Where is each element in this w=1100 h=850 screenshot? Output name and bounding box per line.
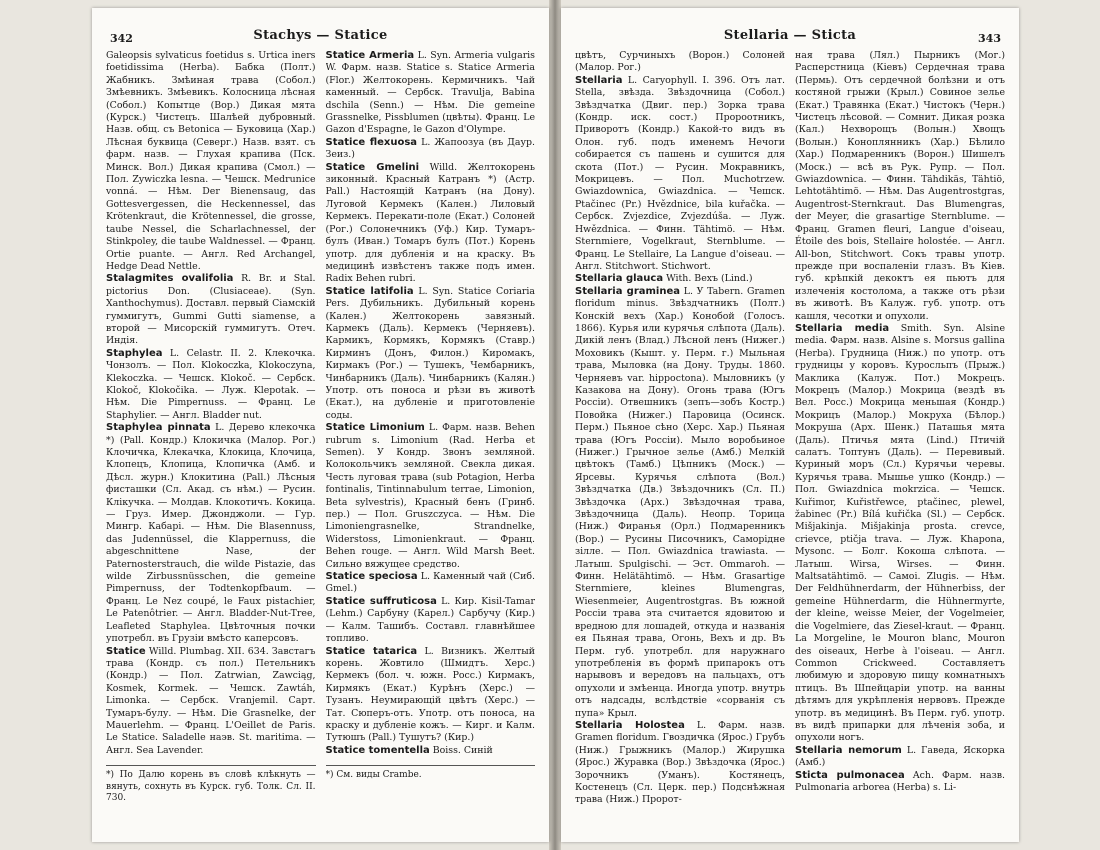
dictionary-entry: [326, 50, 536, 137]
entry-headword: Stellaria media: [795, 322, 890, 334]
entry-text: L. Кир. Kisil-Tamar (Lehm.) Сарбуну (Карел.) Сарбучу (Кир.) — Калм. Ташибъ. Составл. главнѣйшее топливо.: [325, 595, 535, 645]
left-page: [92, 8, 549, 842]
entry-headword: Statice Gmelini: [325, 161, 420, 173]
entry-headword: Stellaria Holostea: [575, 719, 685, 731]
entry-text: With. Вехъ (Lind.): [663, 273, 753, 285]
right-page-columns: [575, 50, 1005, 832]
entry-text: Willd. Желтокорень зиконный. Красный Катранъ *) (Астр. Pall.) Настоящiй Катранъ (на Дону). Луговой Кермекъ (Кален.) Лиловый Кермекъ. Перекати-поле (Екат.) Солоней (Рог.) Солонечникъ (Уф.) Кир. Тумаръ-булъ (Иван.) Томаръ булъ (Пот.) Корень употр. для дубленiя и на краску. Въ медицинѣ извѣстенъ также подъ имен. Radix Behen rubri.: [325, 161, 535, 285]
entry-headword: Statice speciosa: [325, 571, 418, 583]
entry-headword: Statice suffruticosa: [325, 595, 437, 607]
right-page-column-1: [575, 50, 785, 832]
dictionary-entry: [326, 646, 536, 745]
entry-headword: Sticta pulmonacea: [795, 769, 905, 781]
dictionary-entry: [326, 422, 536, 571]
entry-text: L. Жапоозуа (въ Даур. Зеиз.): [325, 136, 535, 161]
entry-headword: Statice tomentella: [325, 744, 430, 756]
entry-headword: Statice tatarica: [325, 645, 418, 657]
left-page-columns: [106, 50, 535, 832]
left-page-header: [110, 28, 531, 46]
right-page-column-2: [795, 50, 1005, 832]
footnote: *) См. виды Crambe.: [326, 765, 536, 782]
entry-headword: Statice flexuosa: [325, 136, 418, 148]
footnote: *) По Далю корень въ словѣ клѣкнуть — вянуть, сохнуть въ Курск. губ. Толк. Сл. II. 730.: [106, 765, 316, 805]
dictionary-entry: [106, 50, 316, 273]
dictionary-entry: [795, 770, 1005, 795]
right-running-head: Stellaria — Sticta: [723, 28, 857, 43]
dictionary-entry: [795, 323, 1005, 745]
dictionary-entry: [795, 745, 1005, 770]
entry-headword: Stellaria glauca: [575, 273, 664, 285]
entry-headword: Stellaria graminea: [575, 285, 681, 297]
left-page-column-1: [106, 50, 316, 832]
entry-text: L. Визникъ. Желтый корень. Жовтило (Шмидтъ. Херс.) Кермекъ (бол. ч. южн. Росс.) Кирмакъ, Кирмякъ (Екат.) Курѣнъ (Херс.) — Тузанъ. Неумирающiй цвѣтъ (Херс.) — Тат. Сюперъ-отъ. Употр. отъ поноса, на краску и дубленiе кожъ. — Кирг. и Калм. Тутюшъ (Pall.) Тушутъ? (Кир.): [325, 645, 535, 744]
entry-headword: Staphylea pinnata: [106, 422, 211, 434]
dictionary-entry: [106, 646, 316, 758]
entry-text: L. Фарм. назв. Behen rubrum s. Limonium (Rad. Herba et Semen). У Кондр. Звонъ земляной. Колокольчикъ земляной. Свекла дикая. Честь луговая трава (sub Potagion, Herba fontinalis, Tintinnabulum terrae, Limonion, Beta sylvestris), Красный бенъ (Гринб. пер.) — Пол. Gruszczyca. — Нѣм. Die Limoniengrasnelke, Strandnelke, Widerstoss, Limonienkraut. — Франц. Behen rouge. — Англ. Wild Marsh Beet. Сильно вяжущее средство.: [325, 422, 535, 570]
dictionary-entry: [106, 422, 316, 645]
dictionary-entry: [326, 137, 536, 162]
entry-text: L. Syn. Armeria vulgaris W. Фарм. назв. Statice s. Statice Armeria (Flor.) Желтокорень. Кермичникъ. Чай каменный. — Сербск. Travulja, Babina dschila (Senn.) — Нѣм. Die gemeine Grassnelke, Pissblumen (цвѣты). Франц. Le Gazon d'Espagne, le Gazon d'Olympe.: [325, 50, 535, 136]
entry-headword: Statice Armeria: [325, 50, 415, 61]
entry-text: Willd. Plumbag. XII. 634. Завстагъ трава (Кондр. съ пол.) Петельникъ (Кондр.) — Пол. Zatrwian, Zawciąg, Kosmek, Kormek. — Чешск. Zawtáh, Limonka. — Сербск. Vranjemil. Сарт. Тумаръ-булу. — Нѣм. Die Grasnelke, der Mauerlehm. — Франц. L'Oeillet de Paris. Le Statice. Saladelle наэв. St. maritima. — Англ. Sea Lavender.: [106, 645, 316, 756]
book-gutter: [549, 0, 561, 850]
entry-text: L. У Tabern. Gramen floridum minus. Звѣздчатникъ (Полт.) Конскiй вехъ (Хар.) Конобой (Голосъ. 1866). Курья или курячья слѣпота (Даль). Дикiй ленъ (Влад.) Лѣсной ленъ (Нижег.) Моховикъ (Кышт. у. Перм. г.) Мыльная трава, Мыловка (на Дону. Труды. 1860. Черняевъ var. hippoctona). Мыловникъ (у Казакова на Дону). Огонь трава (Югъ Россiи). Отвешникъ (зепъ—зобъ Костр.) Повойка (Нижег.) Паровица (Осинск. Перм.) Пьяное сѣно (Херс. Хар.) Пьяная трава (Югъ Россiи). Мыло воробьиное (Нижег.) Грычное зелье (Амб.) Мелкiй цвѣтокъ (Тамб.) Цѣпникъ (Моск.) — Ярсевы. Курячья слѣпота (Вол.) Звѣздчатка (Дв.) Звѣздочникъ (Сл. П.) Звѣздочка (Арх.) Звѣздочная трава, Звѣздочница (Даль). Неопр. Торица (Ниж.) Фиранья (Орл.) Подмаренникъ (Вор.) — Русины Писочникъ, Саморiдне зiлле. — Пол. Gwiazdnica trawiasta. — Латыш. Spulgischi. — Эст. Ommaroh. — Финн. Helätähtimö. — Нѣм. Grasartige Sternmiere, kleines Blumengras, Wiesenmeier, Augentrostgras. Въ южной Россiи трава эта считается ядовитою и вредною для лошадей, откуда и названiя ея Пьяная трава, Огонь, Вехъ и др. Въ Перм. губ. употребл. для наружнаго употребленiя въ формѣ припарокъ отъ нарывовъ и вередовъ на пальцахъ, отъ опухоли и змѣенца. Иногда употр. внутрь отъ надсады, вслѣдствiе «сорванiя съ пупа» Крыл.: [575, 285, 785, 719]
dictionary-entry: [106, 348, 316, 422]
entry-text: R. Br. и Stal. pictorius Don. (Clusiaceae). (Syn. Xanthochymus). Доставл. первый Сiамскiй гуммигутъ, Gummi Gutti siamense, а второй — Мисорскiй гуммигутъ. Отеч. Индiя.: [106, 273, 316, 347]
entry-text: L. Фарм. назв. Gramen floridum. Гвоздичка (Ярос.) Грубъ (Ниж.) Грыжникъ (Малор.) Жирушка (Ярос.) Журавка (Вор.) Звѣздочка (Ярос.) Зорочникъ (Уманъ). Костянецъ, Костенецъ (Сл. Церк. пер.) Подснѣжная трава (Ниж.) Пророт-: [575, 719, 785, 806]
entry-text: L. Гаведа, Яскорка (Амб.): [795, 744, 1005, 769]
dictionary-entry: [106, 273, 316, 347]
left-page-column-2: [326, 50, 536, 832]
entry-headword: Stellaria nemorum: [795, 744, 902, 756]
dictionary-entry: [575, 50, 785, 75]
entry-headword: Statice Limonium: [325, 422, 425, 434]
entry-text: L. Дерево клекочка *) (Pall. Кондр.) Клокичка (Малор. Рог.) Клочичка, Клекачка, Клокица, Клочица, Клопецъ, Клопица, Клопичка (Амб. и Дѣсл. журн.) Клокитина (Pall.) Лѣсныя фисташки (Сл. Акад. съ нѣм.) — Русин. Клiкучка. — Молдав. Клокотичъ. Кокица. — Груз. Имер. Джонджоли. — Гур. Мингр. Кабарi. — Нѣм. Die Blasennuss, das Judennüssel, die Klappernuss, die abgeschnittene Nase, der Paternosterstrauch, die wilde Pistazie, das wilde Zirbussnüsschen, die gemeine Pimpernuss, der Todtenkopfbaum. — Франц. Le Nez coupé, le Faux pistachier, Le Patenôtrier. — Англ. Bladder-Nut-Tree, Leafleted Staphylea. Цвѣточныя почки употребл. въ Грузiи вмѣсто каперсовъ.: [106, 422, 316, 645]
entry-text: ная трава (Лял.) Пырникъ (Мог.) Расперстница (Кiевъ) Сердечная трава (Пермь). Отъ сердечной болѣзни и отъ костяной грыжи (Крыл.) Совиное зелье (Екат.) Травянка (Екат.) Чистокъ (Черн.) Чистецъ лѣсовой. — Сомнит. Дикая розка (Кал.) Нехворощъ (Волын.) Хвощъ (Волын.) Коноплянникъ (Хар.) Бѣлило (Хар.) Подмаренникъ (Ворон.) Шишелъ (Моск.) — всѣ въ Рук. Рупр. — Пол. Gwiazdownica. — Финн. Tähdikäs, Tähtiö, Lehtotähtimö. — Нѣм. Das Augentrostgras, Augentrost-Sternkraut. Das Blumengras, der Meyer, die grasartige Sternblume. — Франц. Gramen fleuri, Langue d'oiseau, Étoile des bois, Stellaire holostée. — Англ. All-bon, Stitchwort. Сокъ травы употр. прежде при воспаленiи глазъ. Въ Кiев. губ. крѣпкiй декоктъ ея пьютъ для излеченiя костолома, а также отъ рѣзи въ животѣ. Въ Калуж. губ. употр. отъ кашля, чесотки и опухоли.: [795, 50, 1005, 322]
dictionary-entry: [326, 571, 536, 596]
dictionary-entry: [326, 286, 536, 422]
dictionary-entry: [795, 50, 1005, 323]
entry-headword: Statice latifolia: [325, 285, 414, 297]
dictionary-entry: [326, 596, 536, 646]
right-page-header: [579, 28, 1001, 46]
dictionary-entry: [575, 286, 785, 720]
entry-text: Galeopsis sylvaticus foetidus s. Urtica iners foetidissima (Herba). Бабка (Полт.) Жабникъ. Змѣиная трава (Собол.) Змѣевникъ. Змѣевикъ. Колосница лѣсная (Собол.) Копытце (Вор.) Дикая мята (Курск.) Чистецъ. Шалѣей дубровный. Назв. общ. съ Betonica — Буковица (Хар.) Лѣсная буквица (Северг.) Назв. взят. съ фарм. назв. — Глухая крапива (Пск. Минск. Вол.) Дикая крапива (Смол.) — Пол. Zywiczka lesna. — Чешск. Medrunice vonná. — Нѣм. Der Bienensaug, das Gottesvergessen, die Heckennessel, das Krötenkraut, die Krötennessel, die grosse, taube Nessel, die Scharlachnessel, der Stinkpoley, die taube Waldnessel. — Франц. Ortie puante. — Англ. Red Archangel, Hedge Dead Nettle.: [106, 50, 316, 272]
entry-text: Smith. Syn. Alsine media. Фарм. назв. Alsine s. Morsus gallina (Herba). Грудница (Ниж.) по употр. отъ грудницы у коровъ. Куросльпъ (Прыж.) Маклика (Калуж. Пот.) Мокрецъ. Мокрецъ (Малор.) Мокрица (вездѣ въ Вел. Росс.) Мокрица меньшая (Кондр.) Мокрицъ (Малор.) Мокруха (Бѣлор.) Мокруша (Арх. Шенк.) Паташья мята (Даль). Птичья мята (Lind.) Птичiй салатъ. Топтунъ (Даль). — Перевивый. Куриный моръ (Сл.) Курячьи черевы. Курячья трава. Мышье ушко (Кондр.) — Пол. Gwiazdnica mokrzica. — Чешск. Kuřimor, Kuřistřewce, ptačinec, plewel, žabinec (Pr.) Bílá kuřička (Sl.) — Сербск. Mišjakinja. Mišjakinja prosta. crevce, crievce, ptičja trava. — Луж. Khapona, Mysonc. — Болг. Кокоша слѣпота. — Латыш. Wirsa, Wirses. — Финн. Maltsatähtimö. — Самоі. Zlugis. — Нѣм. Der Feldhühnerdarm, der Hühnerbiss, der gemeine Hühnerdarm, die Hühnermyrte, der kleine, weisse Meier, der Vogelmeier, die Vogelmiere, das Ziesel-kraut. — Франц. La Morgeline, le Mouron blanc, Mouron des oiseaux, Herbe à l'oiseau. — Англ. Common Crickweed. Составляетъ любимую и здоровую пищу комнатныхъ птицъ. Въ Шпейцарiи употр. на ванны дѣтямъ для укрѣпленiя нервовъ. Прежде употр. въ медицинѣ. Въ Перм. губ. употр. въ видѣ припарки для лѣченiя зоба, и опухоли ногъ.: [795, 322, 1005, 744]
entry-headword: Statice: [106, 645, 146, 657]
entry-headword: Stellaria: [575, 74, 623, 86]
entry-text: L. Каменный чай (Сиб. Gmel.): [325, 571, 535, 595]
dictionary-entry: [575, 273, 785, 285]
entry-text: Boiss. Синiй: [429, 744, 493, 756]
left-running-head: Stachys — Statice: [253, 28, 388, 43]
dictionary-entry: [575, 720, 785, 807]
right-page-number: 343: [978, 32, 1001, 45]
entry-text: L. Caryophyll. I. 396. Отъ лат. Stella, звѣзда. Звѣздочница (Собол.) Звѣздчатка (Двиг. пер.) Зорка трава (Кондр. иск. сост.) Пророотникъ, Приворотъ (Кондр.) Какой-то видъ въ Олон. губ. подъ именемъ Нечоги собирается съ пашень и сушится для скота (Пот.) — Русин. Мокравникъ, Мокрицевъ. — Пол. Muchotrzew. Gwiazdownica, Gwiazdnica. — Чешск. Ptačinec (Pr.) Hvězdnice, bila kuřačka. — Сербск. Zvjezdice, Zvjezdúša. — Луж. Hwězdnica. — Финн. Tähtimö. — Нѣм. Sternmiere, Vogelkraut, Sternblume. — Франц. Le Stellaire, La Langue d'oiseau. — Англ. Stitchwort. Stichwort.: [575, 74, 785, 272]
entry-text: Ach. Фарм. назв. Pulmonaria arborea (Herba) s. Li-: [795, 769, 1005, 793]
right-page: [561, 8, 1019, 842]
dictionary-entry: [326, 162, 536, 286]
entry-text: L. Celastr. II. 2. Клекочка. Чонзолъ. — Пол. Klokoczka, Klokoczyna, Klekoczka. — Чешск. Klokoč. — Сербск. Klokoč, Klokočika. — Луж. Klepotak. — Нѣм. Die Pimpernuss. — Франц. Le Staphylier. — Англ. Bladder nut.: [106, 347, 316, 421]
entry-headword: Staphylea: [106, 347, 163, 359]
entry-text: L. Syn. Statice Coriaria Pers. Дубильникъ. Дубильный корень (Кален.) Желтокорень завязный. Кармекъ (Даль). Кермекъ (Черняевъ). Кармикъ, Кормякъ, Кормякъ (Ставр.) Кирминъ (Донъ, Филон.) Киромакъ, Кирмакъ (Рог.) — Тушекъ, Чембарникъ, Чинбарникъ (Даль). Чинбарникъ (Калян.) Употр. отъ поноса и рѣзи въ животѣ (Екат.), на дубленiе и приготовленiе соды.: [325, 285, 535, 421]
left-page-number: 342: [110, 32, 133, 45]
entry-headword: Stalagmites ovalifolia: [106, 273, 234, 285]
entry-text: цвѣтъ, Сурчиныхъ (Ворон.) Солоней (Малор. Рог.): [575, 50, 785, 74]
dictionary-entry: [575, 75, 785, 274]
dictionary-entry: [326, 745, 536, 757]
